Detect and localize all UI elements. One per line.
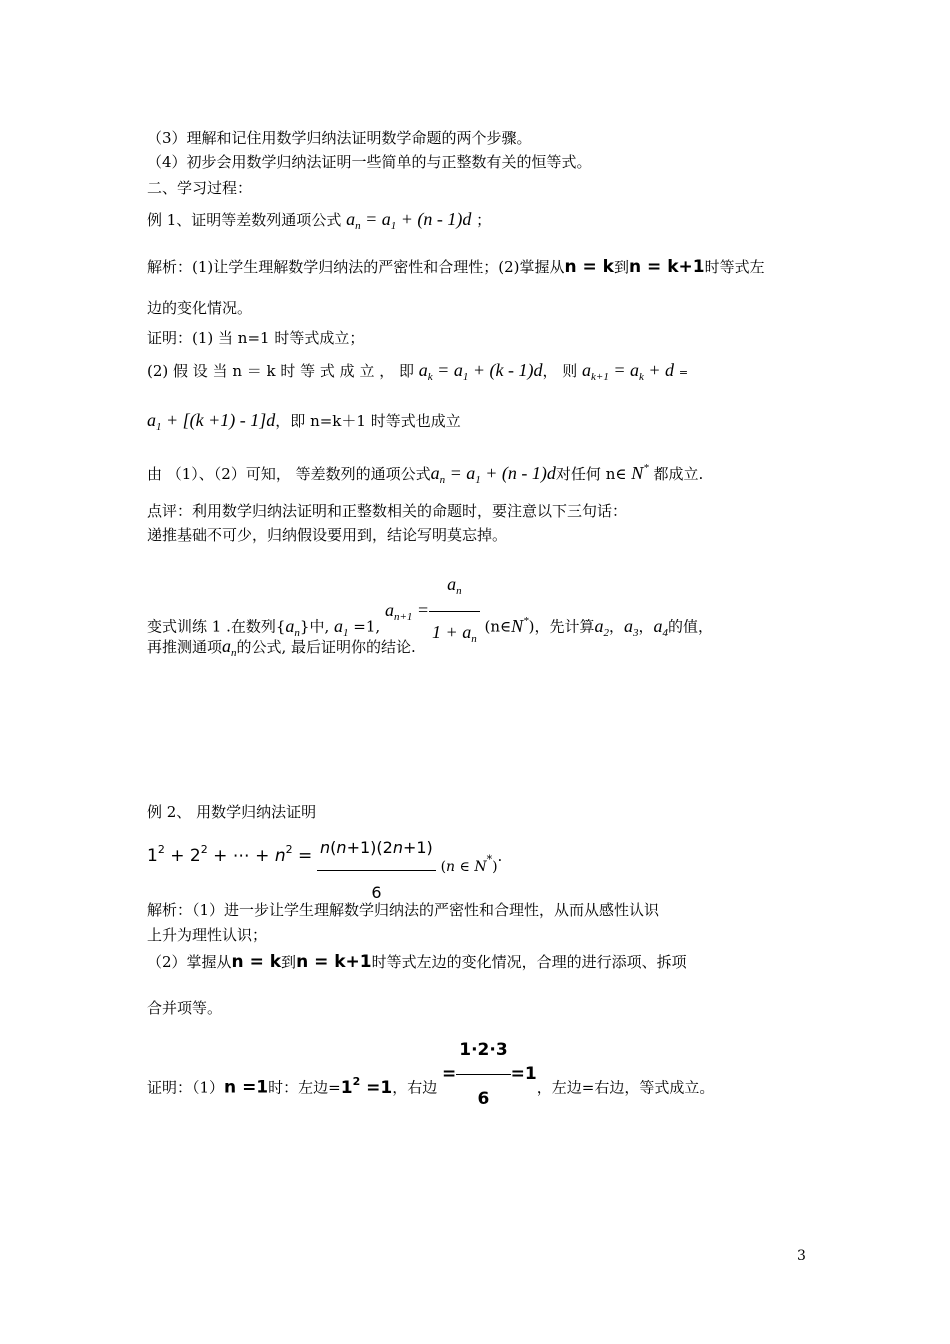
formula-n-equals-k-plus-1: n = k+1: [629, 257, 705, 277]
example1-statement: 例 1、证明等差数列通项公式 $a_n = a_1 + (n - 1)d$ ；: [147, 209, 492, 232]
example2-analysis-1: 解析：（1）进一步让学生理解数学归纳法的严密性和合理性，从而从感性认识: [147, 901, 660, 919]
section-heading: 二、学习过程：: [147, 179, 253, 197]
formula-k-plus-1: $a_{k+1} = a_k + d$: [582, 360, 675, 383]
example2-analysis-3: （2）掌握从n = k到n = k+1时等式左边的变化情况，合理的进行添项、拆项: [147, 952, 687, 972]
formula-general-term-2: $a_n = a_1 + (n - 1)d$: [430, 463, 556, 486]
example2-analysis-2: 上升为理性认识；: [147, 926, 268, 944]
objective-item-4: （4）初步会用数学归纳法证明一些简单的与正整数有关的恒等式。: [147, 153, 592, 171]
example1-comment-rhyme: 递推基础不可少，归纳假设要用到，结论写明莫忘掉。: [147, 526, 508, 544]
formula-general-term: $a_n = a_1 + (n - 1)d$: [346, 209, 472, 232]
variant1-statement: 变式训练 1 .在数列$\{a_n\}$中, $a_1 =1$, $a_{n+1}$ = $\frac{a_n}{1 + a_n}$ (n∈N*)，先计算$a_2$，$a_3$，$a_4$的值，: [147, 580, 713, 675]
example1-proof-step3: $a_1 + [(k +1) - 1]d$，即 n=k＋1 时等式也成立: [147, 410, 461, 433]
variant1-statement-cont: 再推测通项$a_n$的公式, 最后证明你的结论.: [147, 636, 416, 659]
example1-analysis-cont: 边的变化情况。: [147, 299, 253, 317]
formula-result: $a_1 + [(k +1) - 1]d$: [147, 410, 276, 433]
example1-proof-step2: (2) 假 设 当 n ＝ k 时 等 式 成 立 ， 即 $a_k = a_1 + (k - 1)d$， 则 $a_{k+1} = a_k + d$ =: [147, 360, 689, 383]
formula-n-equals-k: n = k: [564, 257, 614, 277]
example1-analysis: 解析：(1)让学生理解数学归纳法的严密性和合理性；(2)掌握从n = k到n = k+1时等式左: [147, 257, 765, 277]
page-number: 3: [797, 1248, 806, 1264]
example1-comment: 点评：利用数学归纳法证明和正整数相关的命题时，要注意以下三句话：: [147, 502, 628, 520]
formula-n-star: N*: [631, 462, 649, 483]
example2-label: 例 2、 用数学归纳法证明: [147, 803, 317, 821]
example1-label: 例 1、证明等差数列通项公式: [147, 211, 342, 229]
example2-proof-step1: 证明：（1）n =1时：左边$=1^2 =1$，右边 = $\frac{1\cdot 2\cdot 3}{6}$ =1，左边=右边，等式成立。: [147, 1040, 714, 1137]
formula-recurrence: $a_{n+1}$ =: [384, 599, 430, 623]
example1-conclusion: 由 （1）、（2）可知， 等差数列的通项公式$a_n = a_1 + (n - 1)d$对任何 n∈ N* 都成立.: [147, 462, 704, 486]
example2-analysis-4: 合并项等。: [147, 999, 223, 1017]
objective-item-3: （3）理解和记住用数学归纳法证明数学命题的两个步骤。: [147, 129, 532, 147]
example1-proof-step1: 证明：(1) 当 n=1 时等式成立；: [147, 329, 365, 347]
formula-sum-of-squares: $1^2 + 2^2$ + ⋯ + $n^2$ = $\frac{n(n+1)(2n+1)}{6}$ (n ∈ N*).: [147, 828, 502, 917]
formula-hypothesis: $a_k = a_1 + (k - 1)d$: [418, 360, 543, 383]
